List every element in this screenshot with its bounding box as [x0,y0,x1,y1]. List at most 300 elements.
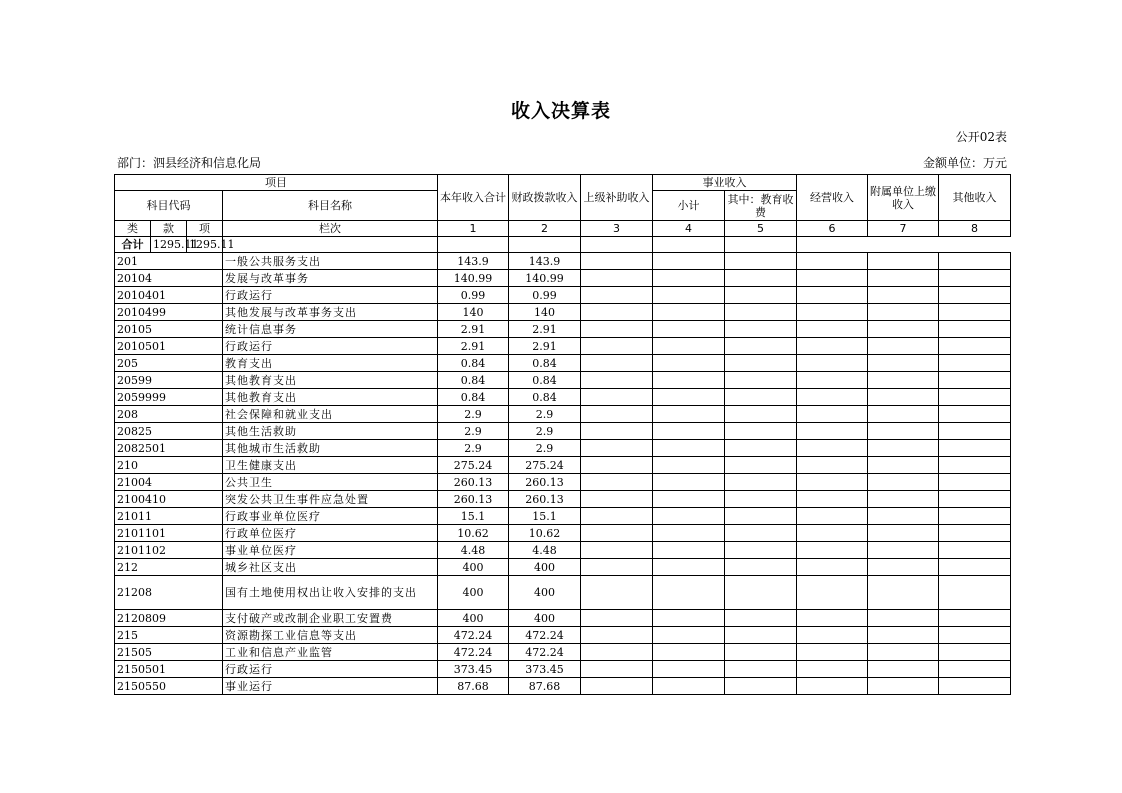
empty-cell [868,440,939,457]
empty-cell [868,423,939,440]
fiscal-value: 0.84 [509,355,581,372]
empty-cell [725,270,797,287]
total-income-value: 0.84 [438,355,509,372]
empty-cell [797,525,868,542]
empty-cell [725,474,797,491]
empty-cell [939,321,1011,338]
empty-cell [725,627,797,644]
subject-code: 2150550 [115,678,223,695]
header-item: 项目 [115,175,438,191]
empty-cell [939,304,1011,321]
subject-code: 2082501 [115,440,223,457]
subject-code: 2101101 [115,525,223,542]
table-row [115,610,1011,627]
total-income-value: 260.13 [438,474,509,491]
fiscal-value: 4.48 [509,542,581,559]
total-label: 合计 [115,237,151,253]
department-label: 部门：泗县经济和信息化局 [117,156,262,170]
empty-cell [868,576,939,610]
header-name: 科目名称 [223,191,438,221]
table-row [115,321,1011,338]
total-income-value: 140 [438,304,509,321]
table-row [115,661,1011,678]
form-number: 公开02表 [955,130,1007,144]
subject-name: 发展与改革事务 [223,270,438,287]
table-row [115,253,1011,270]
empty-cell [581,610,653,627]
table-row [115,304,1011,321]
empty-cell [939,457,1011,474]
header-business: 事业收入 [653,175,797,191]
header-affiliated: 附属单位上缴收入 [868,175,939,221]
empty-cell [725,457,797,474]
empty-cell [797,508,868,525]
empty-cell [939,474,1011,491]
empty-cell [797,644,868,661]
fiscal-value: 373.45 [509,661,581,678]
subject-name: 行政运行 [223,287,438,304]
total-income-value: 143.9 [438,253,509,270]
subject-name: 统计信息事务 [223,321,438,338]
empty-cell [653,576,725,610]
subject-name: 国有土地使用权出让收入安排的支出 [223,576,438,610]
subject-code: 20599 [115,372,223,389]
empty-cell [581,389,653,406]
col-number: 4 [653,221,725,237]
fiscal-value: 400 [509,610,581,627]
table-row [115,525,1011,542]
empty-cell [653,321,725,338]
empty-cell [725,508,797,525]
empty-cell [653,661,725,678]
total-fiscal: 1295.11 [187,237,223,253]
empty-cell [725,525,797,542]
fiscal-value: 260.13 [509,491,581,508]
empty-cell [939,338,1011,355]
table-row [115,457,1011,474]
header-other: 其他收入 [939,175,1011,221]
total-income-value: 275.24 [438,457,509,474]
total-income-value: 0.99 [438,287,509,304]
fiscal-value: 472.24 [509,627,581,644]
empty-cell [581,576,653,610]
header-fiscal: 财政拨款收入 [509,175,581,221]
empty-cell [797,389,868,406]
empty-cell [653,338,725,355]
table-row [115,474,1011,491]
subject-code: 205 [115,355,223,372]
header-kuan: 款 [151,221,187,237]
fiscal-value: 260.13 [509,474,581,491]
subject-code: 2010499 [115,304,223,321]
empty-cell [653,474,725,491]
subject-code: 2150501 [115,661,223,678]
subject-name: 其他城市生活救助 [223,440,438,457]
total-income-value: 4.48 [438,542,509,559]
total-income-value: 373.45 [438,661,509,678]
empty-cell [868,406,939,423]
empty-cell [581,474,653,491]
empty-cell [725,542,797,559]
empty-cell [581,508,653,525]
table-row [115,270,1011,287]
total-income-value: 87.68 [438,678,509,695]
subject-name: 事业运行 [223,678,438,695]
empty-cell [939,559,1011,576]
empty-cell [653,559,725,576]
empty-cell [868,644,939,661]
subject-name: 其他教育支出 [223,372,438,389]
empty-cell [581,406,653,423]
fiscal-value: 2.9 [509,423,581,440]
header-operating: 经营收入 [797,175,868,221]
empty-cell [939,508,1011,525]
empty-cell [581,270,653,287]
empty-cell [581,661,653,678]
fiscal-value: 2.91 [509,321,581,338]
subject-name: 突发公共卫生事件应急处置 [223,491,438,508]
fiscal-value: 143.9 [509,253,581,270]
empty-cell [653,270,725,287]
total-income-value: 2.9 [438,406,509,423]
empty-cell [868,491,939,508]
empty-cell [797,610,868,627]
empty-cell [797,372,868,389]
subject-code: 2101102 [115,542,223,559]
empty-cell [797,661,868,678]
empty-cell [797,491,868,508]
subject-code: 212 [115,559,223,576]
empty-cell [725,372,797,389]
empty-cell [581,440,653,457]
empty-cell [939,610,1011,627]
col-number: 8 [939,221,1011,237]
empty-cell [653,287,725,304]
empty-cell [868,389,939,406]
subject-code: 2059999 [115,389,223,406]
empty-cell [581,287,653,304]
empty-cell [939,644,1011,661]
empty-cell [581,338,653,355]
fiscal-value: 10.62 [509,525,581,542]
empty-cell [581,355,653,372]
total-income-value: 2.91 [438,321,509,338]
empty-cell [868,610,939,627]
header-subtotal: 小计 [653,191,725,221]
fiscal-value: 140 [509,304,581,321]
empty-cell [939,491,1011,508]
subject-code: 215 [115,627,223,644]
empty-cell [797,474,868,491]
header-lanci: 栏次 [223,221,438,237]
total-income-value: 15.1 [438,508,509,525]
empty-cell [939,406,1011,423]
total-income-value: 2.9 [438,440,509,457]
col-number: 5 [725,221,797,237]
subject-code: 2010501 [115,338,223,355]
table-row [115,287,1011,304]
empty-cell [581,644,653,661]
empty-cell [725,661,797,678]
subject-name: 其他生活救助 [223,423,438,440]
col-number: 3 [581,221,653,237]
header-total-income: 本年收入合计 [438,175,509,221]
subject-name: 行政事业单位医疗 [223,508,438,525]
table-row [115,338,1011,355]
fiscal-value: 15.1 [509,508,581,525]
empty-cell [797,542,868,559]
total-income-value: 0.84 [438,389,509,406]
empty-cell [725,389,797,406]
empty-cell [725,576,797,610]
empty-cell [939,678,1011,695]
total-income-value: 140.99 [438,270,509,287]
fiscal-value: 2.91 [509,338,581,355]
empty-cell [725,610,797,627]
empty-cell [797,287,868,304]
empty-cell [725,678,797,695]
col-number: 6 [797,221,868,237]
empty-cell [797,678,868,695]
header-superior: 上级补助收入 [581,175,653,221]
empty-cell [868,253,939,270]
empty-cell [653,491,725,508]
empty-cell [581,321,653,338]
fiscal-value: 400 [509,559,581,576]
empty-cell [653,457,725,474]
subject-name: 卫生健康支出 [223,457,438,474]
empty-cell [868,355,939,372]
empty-cell [939,576,1011,610]
empty-cell [581,253,653,270]
subject-code: 21011 [115,508,223,525]
empty-cell [581,491,653,508]
header-lei: 类 [115,221,151,237]
empty-cell [868,457,939,474]
subject-code: 20825 [115,423,223,440]
fiscal-value: 275.24 [509,457,581,474]
empty-cell [581,627,653,644]
empty-cell [797,559,868,576]
empty-cell [939,389,1011,406]
subject-code: 20104 [115,270,223,287]
empty-cell [581,423,653,440]
subject-code: 21208 [115,576,223,610]
empty-cell [797,406,868,423]
empty-cell [725,321,797,338]
table-row [115,559,1011,576]
table-row [115,678,1011,695]
subject-name: 支付破产或改制企业职工安置费 [223,610,438,627]
empty-cell [653,440,725,457]
subject-name: 社会保障和就业支出 [223,406,438,423]
subject-name: 城乡社区支出 [223,559,438,576]
subject-code: 210 [115,457,223,474]
table-row [115,491,1011,508]
subject-code: 2010401 [115,287,223,304]
empty-cell [868,508,939,525]
subject-name: 其他教育支出 [223,389,438,406]
empty-cell [939,270,1011,287]
empty-cell [939,287,1011,304]
empty-cell [939,627,1011,644]
empty-cell [797,338,868,355]
empty-cell [653,389,725,406]
empty-cell [868,270,939,287]
empty-cell [725,406,797,423]
empty-cell [797,457,868,474]
header-code: 科目代码 [115,191,223,221]
empty-cell [939,542,1011,559]
empty-cell [725,287,797,304]
total-row [115,237,1011,253]
page-title: 收入决算表 [510,100,611,122]
fiscal-value: 87.68 [509,678,581,695]
empty-cell [653,423,725,440]
subject-code: 20105 [115,321,223,338]
empty-cell [653,355,725,372]
empty-cell [868,661,939,678]
empty-cell [797,253,868,270]
table-row [115,423,1011,440]
table-row [115,508,1011,525]
empty-cell [725,253,797,270]
empty-cell [939,355,1011,372]
col-number: 7 [868,221,939,237]
total-income-value: 472.24 [438,627,509,644]
subject-name: 公共卫生 [223,474,438,491]
empty-cell [653,610,725,627]
total-income-value: 472.24 [438,644,509,661]
subject-name: 工业和信息产业监管 [223,644,438,661]
empty-cell [797,440,868,457]
fiscal-value: 140.99 [509,270,581,287]
subject-code: 21004 [115,474,223,491]
subject-code: 201 [115,253,223,270]
total-amount: 1295.11 [151,237,187,253]
empty-cell [939,440,1011,457]
empty-cell [868,678,939,695]
subject-code: 208 [115,406,223,423]
empty-cell [868,321,939,338]
empty-cell [653,627,725,644]
empty-cell [868,559,939,576]
empty-cell [797,304,868,321]
empty-cell [868,542,939,559]
subject-name: 行政单位医疗 [223,525,438,542]
total-income-value: 2.91 [438,338,509,355]
subject-code: 2120809 [115,610,223,627]
empty-cell [725,559,797,576]
empty-cell [581,304,653,321]
empty-cell [797,355,868,372]
table-row [115,627,1011,644]
table-row [115,406,1011,423]
empty-cell [868,525,939,542]
subject-code: 21505 [115,644,223,661]
empty-cell [939,661,1011,678]
empty-cell [581,525,653,542]
empty-cell [581,559,653,576]
empty-cell [725,644,797,661]
subject-name: 行政运行 [223,338,438,355]
table-row [115,440,1011,457]
total-income-value: 2.9 [438,423,509,440]
unit-label: 金额单位：万元 [922,156,1007,170]
empty-cell [581,678,653,695]
empty-cell [653,678,725,695]
fiscal-value: 2.9 [509,406,581,423]
empty-cell [653,508,725,525]
empty-cell [581,457,653,474]
empty-cell [868,372,939,389]
subject-name: 行政运行 [223,661,438,678]
subject-code: 2100410 [115,491,223,508]
total-income-value: 0.84 [438,372,509,389]
table-row [115,644,1011,661]
fiscal-value: 0.99 [509,287,581,304]
total-income-value: 260.13 [438,491,509,508]
empty-cell [725,440,797,457]
empty-cell [653,372,725,389]
total-income-value: 400 [438,576,509,610]
table-row [115,372,1011,389]
empty-cell [797,321,868,338]
subject-name: 一般公共服务支出 [223,253,438,270]
empty-cell [868,287,939,304]
col-number: 1 [438,221,509,237]
empty-cell [725,304,797,321]
subject-name: 资源勘探工业信息等支出 [223,627,438,644]
table-row [115,389,1011,406]
empty-cell [653,304,725,321]
empty-cell [797,576,868,610]
empty-cell [725,355,797,372]
empty-cell [797,270,868,287]
header-xiang: 项 [187,221,223,237]
fiscal-value: 400 [509,576,581,610]
table-row [115,542,1011,559]
fiscal-value: 0.84 [509,389,581,406]
empty-cell [725,423,797,440]
empty-cell [868,474,939,491]
fiscal-value: 472.24 [509,644,581,661]
empty-cell [725,491,797,508]
empty-cell [868,627,939,644]
empty-cell [939,253,1011,270]
empty-cell [868,338,939,355]
empty-cell [653,253,725,270]
empty-cell [653,406,725,423]
empty-cell [725,338,797,355]
empty-cell [797,423,868,440]
subject-name: 教育支出 [223,355,438,372]
subject-name: 其他发展与改革事务支出 [223,304,438,321]
col-number: 2 [509,221,581,237]
empty-cell [653,542,725,559]
header-edu-fee: 其中：教育收费 [725,191,797,221]
empty-cell [797,627,868,644]
empty-cell [939,423,1011,440]
total-income-value: 10.62 [438,525,509,542]
empty-cell [939,372,1011,389]
income-table [114,174,1011,695]
total-income-value: 400 [438,610,509,627]
empty-cell [653,525,725,542]
empty-cell [939,525,1011,542]
table-row [115,355,1011,372]
empty-cell [581,542,653,559]
